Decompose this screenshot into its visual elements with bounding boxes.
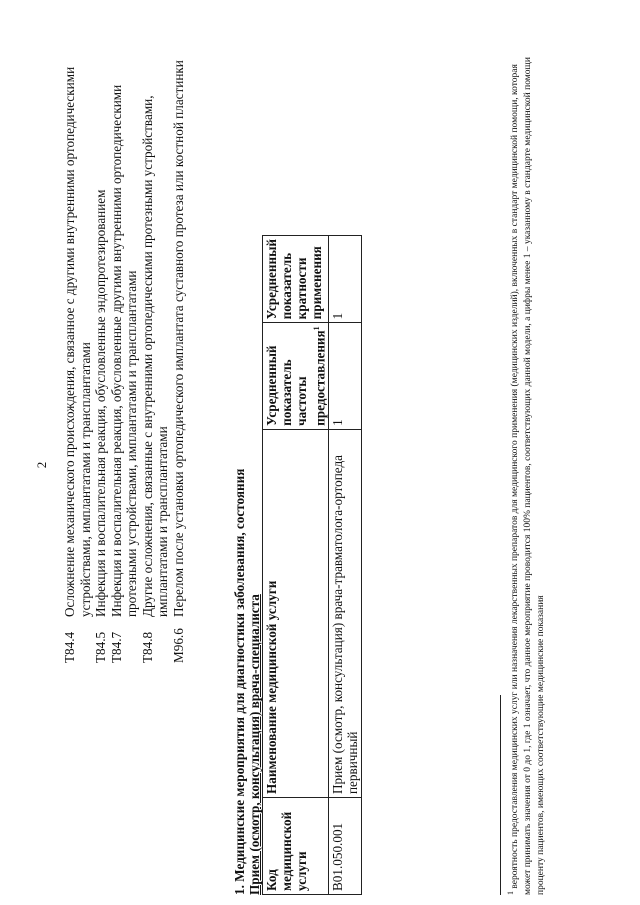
diagnosis-description: Перелом после установки ортопедического имплантата суставного протеза или костной пластинки — [170, 60, 186, 617]
footnote-marker: 1 — [506, 891, 515, 895]
services-table — [262, 235, 362, 895]
footnote-divider — [500, 695, 501, 895]
header-frequency-label: Усредненный показатель частоты предоставления — [264, 330, 328, 426]
rotated-content — [20, 35, 620, 895]
diagnosis-code-item — [171, 53, 187, 663]
section-title: 1. Медицинские мероприятия для диагностики заболевания, состояния — [232, 468, 247, 895]
diagnosis-code: T84.4 — [62, 631, 77, 663]
cell-frequency: 1 — [329, 323, 362, 430]
cell-multiplicity: 1 — [329, 236, 362, 323]
diagnosis-code-item — [140, 53, 171, 663]
diagnosis-code: M96.6 — [170, 628, 186, 663]
diagnosis-code-item — [93, 53, 109, 663]
diagnosis-description: Инфекция и воспалительная реакция, обусловленные другими внутренними ортопедическими протезными устройствами, имплантатами и трансплантатами — [108, 84, 139, 617]
diagnosis-description: Другие осложнения, связанные с внутренними ортопедическими протезными устройствами, имплантатами и трансплантатами — [139, 95, 170, 617]
diagnosis-code: T84.5 — [93, 631, 108, 663]
diagnosis-code: T84.7 — [108, 631, 124, 663]
cell-code: B01.050.001 — [329, 798, 362, 895]
table-header-row — [263, 236, 329, 895]
subsection-title: Прием (осмотр, консультация) врача-специалиста — [247, 594, 262, 895]
cell-name: Прием (осмотр, консультация) врача-травматолога-ортопеда первичный — [329, 429, 362, 797]
page-number: 2 — [34, 461, 49, 469]
footnote-text: вероятность предоставления медицинских услуг или назначения лекарственных препаратов для медицинского применения (медицинских изделий), включенных в стандарт медицинской помощи, которая может принимать значения от 0 до 1, где 1 означает, что данное мероприятие проводится 100% пациентов, соответствующих данной модели, а цифры менее 1 – указанному в стандарте медицинской помощи проценту пациентов, имеющих соответствующие медицинские показания — [510, 57, 547, 895]
table-row — [329, 236, 362, 895]
header-frequency — [263, 323, 329, 430]
footnote — [500, 45, 548, 895]
diagnosis-description: Осложнение механического происхождения, связанное с другими внутренними ортопедическими устройствами, имплантатами и трансплантатами — [62, 66, 93, 617]
diagnosis-code-list — [62, 53, 186, 663]
footnote-ref: 1 — [312, 326, 321, 331]
diagnosis-code: T84.8 — [139, 631, 155, 663]
header-name: Наименование медицинской услуги — [263, 429, 329, 797]
header-code: Код медицинской услуги — [263, 798, 329, 895]
diagnosis-code-item — [62, 53, 93, 663]
header-multiplicity: Усредненный показатель кратности применения — [263, 236, 329, 323]
diagnosis-code-item — [109, 53, 140, 663]
diagnostic-measures-section — [232, 235, 362, 895]
diagnosis-description: Инфекция и воспалительная реакция, обусловленные эндопротезированием — [93, 189, 108, 617]
